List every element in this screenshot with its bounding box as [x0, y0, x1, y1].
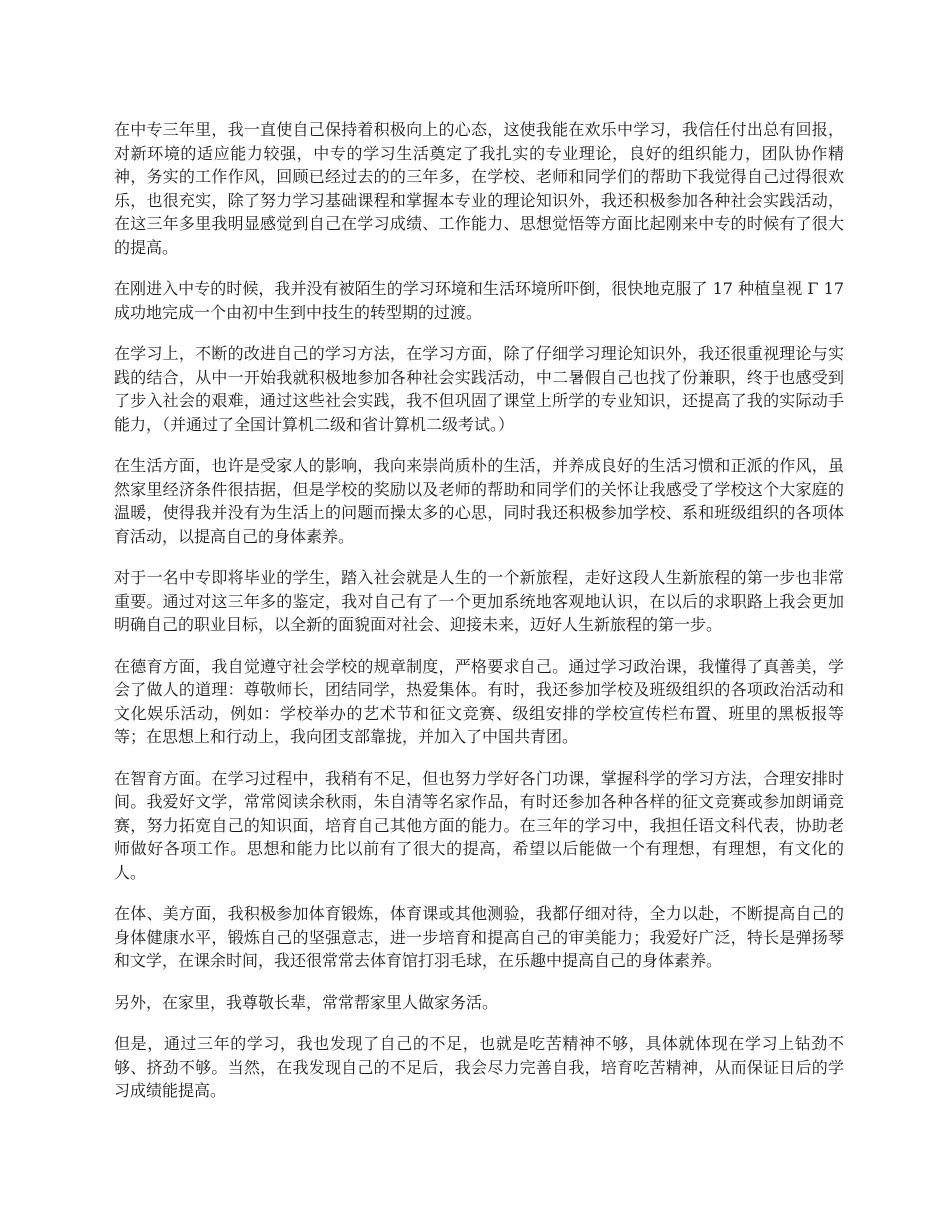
paragraph-7: 在智育方面。在学习过程中，我稍有不足，但也努力学好各门功课，掌握科学的学习方法，合理安排时间。我爱好文学，常常阅读余秋雨，朱自清等名家作品，有时还参加各种各样的征文竞赛或参加朗诵竞赛，努力拓宽自己的知识面，培育自己其他方面的能力。在三年的学习中，我担任语文科代表，协助老师做好各项工作。思想和能力比以前有了很大的提高，希望以后能做一个有理想，有理想，有文化的人。	[114, 768, 844, 882]
paragraph-1: 在中专三年里，我一直使自己保持着积极向上的心态，这使我能在欢乐中学习，我信任付出总有回报，对新环境的适应能力较强，中专的学习生活奠定了我扎实的专业理论，良好的组织能力，团队协作精神，务实的工作作风，回顾已经过去的的三年多，在学校、老师和同学们的帮助下我觉得自己过得很欢乐，也很充实，除了努力学习基础课程和掌握本专业的理论知识外，我还积极参加各种社会实践活动，在这三年多里我明显感觉到自己在学习成绩、工作能力、思想觉悟等方面比起刚来中专的时候有了很大的提高。	[114, 120, 844, 257]
paragraph-4: 在生活方面，也许是受家人的影响，我向来崇尚质朴的生活，并养成良好的生活习惯和正派的作风，虽然家里经济条件很拮据，但是学校的奖励以及老师的帮助和同学们的关怀让我感受了学校这个大家庭的温暖，使得我并没有为生活上的问题而操太多的心思，同时我还积极参加学校、系和班级组织的各项体育活动，以提高自己的身体素养。	[114, 456, 844, 546]
paragraph-2: 在刚进入中专的时候，我并没有被陌生的学习环境和生活环境所吓倒，很快地克服了 17 种植皇视 Γ 17 成功地完成一个由初中生到中技生的转型期的过渡。	[114, 279, 844, 322]
paragraph-6: 在德育方面，我自觉遵守社会学校的规章制度，严格要求自己。通过学习政治课，我懂得了真善美，学会了做人的道理：尊敬师长，团结同学，热爱集体。有时，我还参加学校及班级组织的各项政治活动和文化娱乐活动，例如：学校举办的艺术节和征文竞赛、级组安排的学校宣传栏布置、班里的黑板报等等；在思想上和行动上，我向团支部靠拢，并加入了中国共青团。	[114, 656, 844, 746]
paragraph-9: 另外，在家里，我尊敬长辈，常常帮家里人做家务活。	[114, 992, 499, 1012]
document-body	[114, 118, 844, 1121]
paragraph-8: 在体、美方面，我积极参加体育锻炼，体育课或其他测验，我都仔细对待，全力以赴，不断提高自己的身体健康水平，锻炼自己的坚强意志，进一步培育和提高自己的审美能力；我爱好广泛，特长是弹扬琴和文学，在课余时间，我还很常常去体育馆打羽毛球，在乐趣中提高自己的身体素养。	[114, 904, 844, 970]
paragraph-3: 在学习上，不断的改进自己的学习方法，在学习方面，除了仔细学习理论知识外，我还很重视理论与实践的结合，从中一开始我就积极地参加各种社会实践活动，中二暑假自己也找了份兼职，终于也感受到了步入社会的艰难，通过这些社会实践，我不但巩固了课堂上所学的专业知识，还提高了我的实际动手能力，（并通过了全国计算机二级和省计算机二级考试。）	[114, 344, 844, 434]
paragraph-5: 对于一名中专即将毕业的学生，踏入社会就是人生的一个新旅程，走好这段人生新旅程的第一步也非常重要。通过对这三年多的鉴定，我对自己有了一个更加系统地客观地认识，在以后的求职路上我会更加明确自己的职业目标，以全新的面貌面对社会、迎接未来，迈好人生新旅程的第一步。	[114, 568, 844, 634]
paragraph-10: 但是，通过三年的学习，我也发现了自己的不足，也就是吃苦精神不够，具体就体现在学习上钻劲不够、挤劲不够。当然，在我发现自己的不足后，我会尽力完善自我，培育吃苦精神，从而保证日后的学习成绩能提高。	[114, 1034, 844, 1100]
